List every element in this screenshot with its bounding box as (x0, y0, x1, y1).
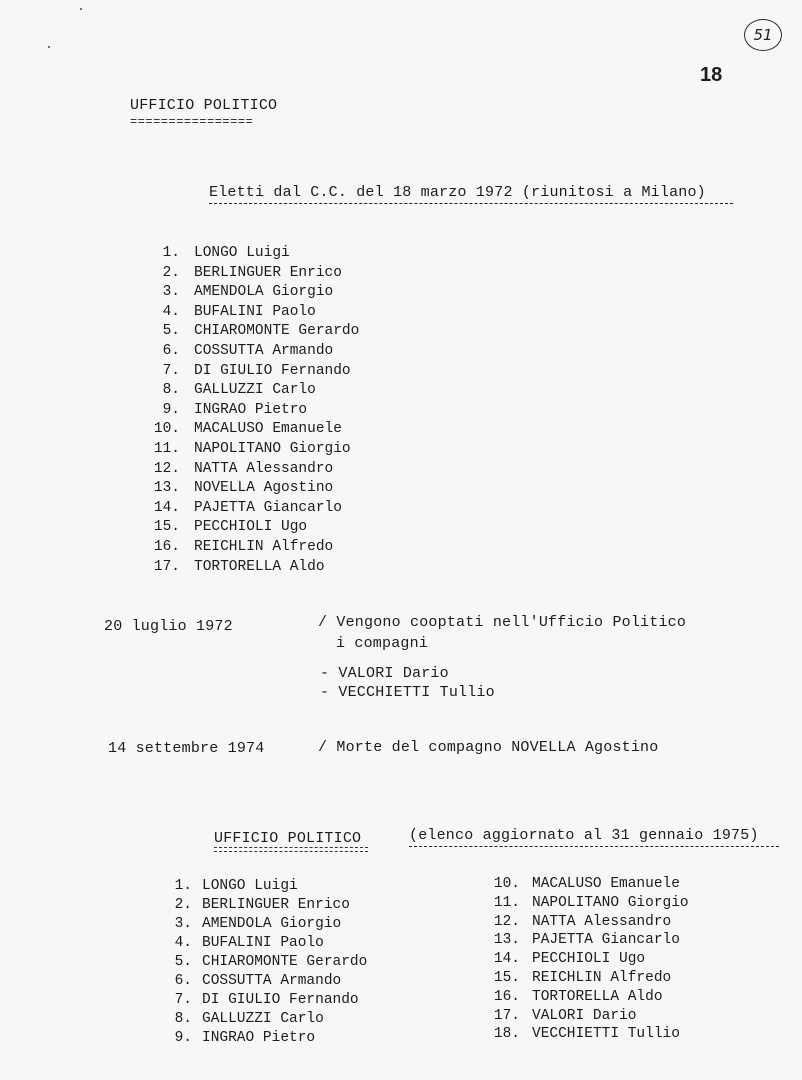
list-item (136, 401, 359, 421)
member-name: PECCHIOLI Ugo (194, 519, 308, 536)
member-name: BUFALINI Paolo (194, 303, 316, 320)
item-number: 1. (162, 245, 180, 261)
item-number: 4. (174, 935, 192, 951)
item-number: 14. (153, 499, 180, 516)
member-name: PECCHIOLI Ugo (532, 951, 646, 968)
list-item (484, 931, 689, 950)
member-name: DI GIULIO Fernando (194, 362, 351, 379)
list-item (484, 988, 689, 1007)
member-name: COSSUTTA Armando (194, 342, 334, 359)
member-name: CHIAROMONTE Gerardo (202, 954, 368, 970)
list-item (160, 877, 367, 896)
item-number: 8. (162, 382, 180, 399)
member-name: INGRAO Pietro (202, 1030, 316, 1046)
list-item (484, 894, 689, 913)
list-item (484, 1007, 689, 1026)
list-item (136, 283, 359, 303)
list-item (136, 322, 359, 342)
item-number: 11. (153, 440, 180, 457)
item-number: 8. (174, 1011, 192, 1027)
list-item (136, 440, 359, 460)
list-item (136, 342, 359, 362)
archive-stamp: 51 (744, 19, 782, 51)
item-number: 13. (493, 932, 520, 949)
item-number: 18. (493, 1026, 520, 1043)
item-number: 6. (162, 342, 180, 359)
list-item (160, 1029, 367, 1048)
members-1972-list (136, 244, 359, 577)
item-number: 5. (162, 323, 180, 340)
list-item (484, 1025, 689, 1044)
event1-date: 20 luglio 1972 (104, 618, 233, 635)
item-number: 12. (493, 913, 520, 930)
item-number: 7. (162, 362, 180, 379)
paper-speck (80, 8, 82, 10)
member-name: MACALUSO Emanuele (532, 876, 680, 892)
item-number: 3. (162, 284, 180, 301)
item-number: 12. (153, 460, 180, 477)
list-item (136, 499, 359, 519)
member-name: NAPOLITANO Giorgio (194, 440, 351, 457)
member-name: BERLINGUER Enrico (202, 897, 350, 913)
member-name: BERLINGUER Enrico (194, 264, 342, 281)
member-name: NATTA Alessandro (532, 913, 672, 930)
member-name: VECCHIETTI Tullio (532, 1026, 680, 1043)
list-item (160, 1010, 367, 1029)
item-number: 2. (174, 897, 192, 913)
item-number: 16. (153, 538, 180, 555)
event1-line2: i compagni (336, 635, 429, 652)
list-item (484, 969, 689, 988)
elected-line: Eletti dal C.C. del 18 marzo 1972 (riunitosi a Milano) (209, 184, 706, 201)
member-name: VALORI Dario (532, 1007, 637, 1024)
member-name: AMENDOLA Giorgio (202, 916, 342, 932)
section-heading: UFFICIO POLITICO (130, 97, 278, 114)
item-number: 1. (174, 878, 192, 894)
list-item (136, 303, 359, 323)
member-name: BUFALINI Paolo (202, 935, 324, 951)
member-name: NAPOLITANO Giorgio (532, 894, 689, 911)
list-item (160, 953, 367, 972)
member-name: INGRAO Pietro (194, 401, 308, 418)
member-name: TORTORELLA Aldo (532, 988, 663, 1005)
heading-underline: ================ (130, 115, 254, 129)
coopted-member: - VALORI Dario (320, 665, 449, 682)
elected-line-underline (209, 203, 733, 204)
member-name: LONGO Luigi (202, 878, 298, 894)
list-item (160, 934, 367, 953)
item-number: 11. (493, 894, 520, 911)
list-item (136, 538, 359, 558)
updated-note-underline (409, 846, 779, 847)
list-item (136, 381, 359, 401)
member-name: GALLUZZI Carlo (194, 382, 316, 399)
item-number: 5. (174, 954, 192, 970)
list-item (160, 896, 367, 915)
event1-line1: / Vengono cooptati nell'Ufficio Politico (318, 614, 687, 631)
list-item (484, 950, 689, 969)
member-name: AMENDOLA Giorgio (194, 284, 334, 301)
paper-speck (48, 46, 50, 48)
list-item (136, 479, 359, 499)
list-item (136, 518, 359, 538)
list-item (136, 460, 359, 480)
member-name: PAJETTA Giancarlo (194, 499, 342, 516)
member-name: NATTA Alessandro (194, 460, 334, 477)
updated-list-col2 (484, 875, 689, 1044)
item-number: 4. (162, 303, 180, 320)
member-name: PAJETTA Giancarlo (532, 932, 680, 949)
coopted-member: - VECCHIETTI Tullio (320, 684, 495, 701)
list-item (136, 362, 359, 382)
item-number: 10. (153, 421, 180, 438)
item-number: 6. (174, 973, 192, 989)
item-number: 2. (162, 264, 180, 281)
list-item (136, 244, 359, 264)
item-number: 7. (174, 992, 192, 1008)
event2-text: / Morte del compagno NOVELLA Agostino (318, 739, 659, 756)
member-name: REICHLIN Alfredo (194, 538, 334, 555)
item-number: 15. (153, 519, 180, 536)
item-number: 3. (174, 916, 192, 932)
member-name: NOVELLA Agostino (194, 480, 334, 497)
member-name: LONGO Luigi (194, 245, 290, 261)
event2-date: 14 settembre 1974 (108, 740, 265, 757)
list-item (136, 420, 359, 440)
item-number: 9. (174, 1030, 192, 1046)
list-item (160, 915, 367, 934)
item-number: 16. (493, 988, 520, 1005)
item-number: 17. (493, 1007, 520, 1024)
item-number: 17. (153, 558, 180, 575)
item-number: 15. (493, 969, 520, 986)
member-name: DI GIULIO Fernando (202, 992, 359, 1008)
list-item (484, 875, 689, 894)
member-name: MACALUSO Emanuele (194, 421, 342, 438)
list-item (136, 264, 359, 284)
list-item (484, 913, 689, 932)
member-name: REICHLIN Alfredo (532, 969, 672, 986)
list-item (160, 991, 367, 1010)
updated-heading-underline (214, 847, 368, 852)
list-item (136, 558, 359, 578)
member-name: COSSUTTA Armando (202, 973, 342, 989)
updated-note: (elenco aggiornato al 31 gennaio 1975) (409, 827, 759, 844)
item-number: 9. (162, 401, 180, 418)
item-number: 13. (153, 480, 180, 497)
updated-heading: UFFICIO POLITICO (214, 830, 362, 847)
member-name: CHIAROMONTE Gerardo (194, 323, 360, 340)
list-item (160, 972, 367, 991)
member-name: GALLUZZI Carlo (202, 1011, 324, 1027)
page-number: 18 (700, 64, 723, 86)
member-name: TORTORELLA Aldo (194, 558, 325, 575)
item-number: 10. (493, 876, 520, 892)
item-number: 14. (493, 951, 520, 968)
updated-list-col1 (160, 877, 367, 1048)
